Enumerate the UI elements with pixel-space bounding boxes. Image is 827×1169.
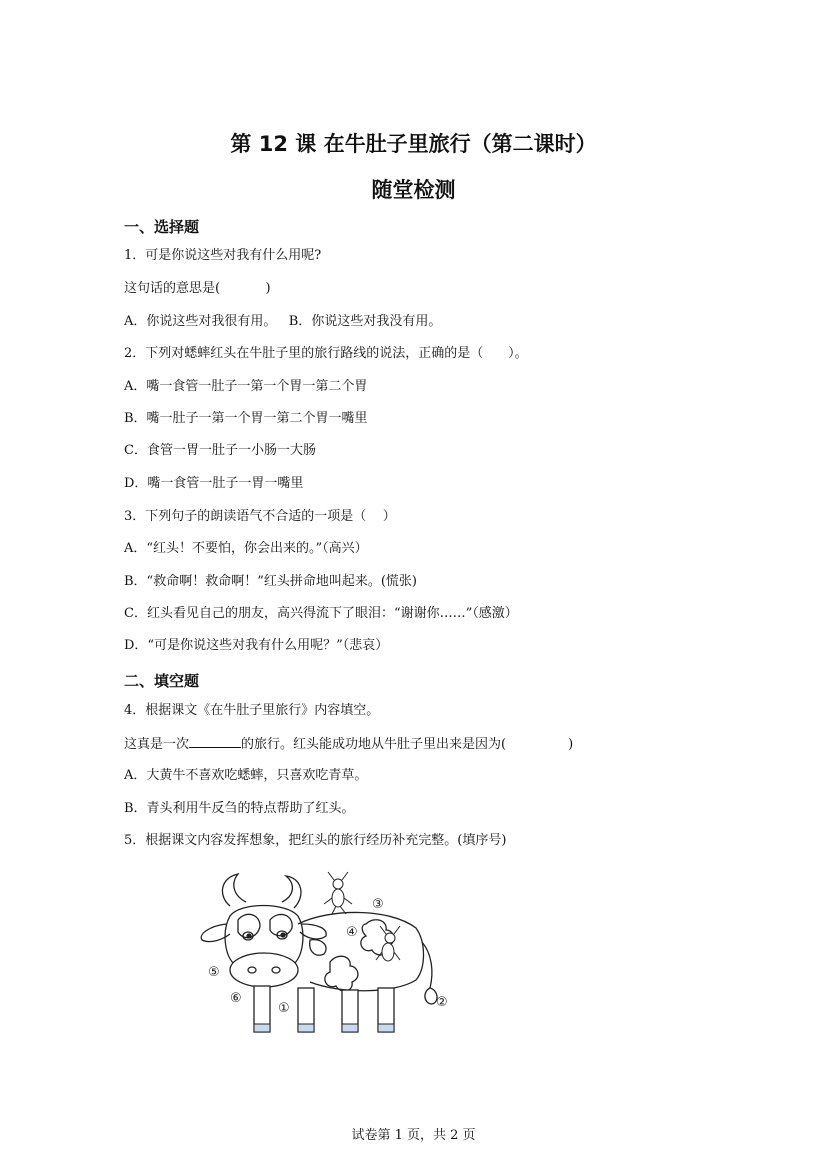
label-1: ① [278, 1001, 290, 1016]
label-2: ② [436, 995, 448, 1010]
body-spot-small [310, 940, 326, 956]
head-spot-right [270, 914, 292, 935]
question-1-prompt: 这句话的意思是( ) [124, 281, 271, 296]
question-2-option-d: D．嘴一食管一肚子一胃一嘴里 [124, 476, 304, 491]
question-2-option-a: A．嘴一食管一肚子一第一个胃一第二个胃 [124, 379, 368, 394]
question-2-option-b: B．嘴一肚子一第一个胃一第二个胃一嘴里 [124, 411, 368, 426]
page-subtitle: 随堂检测 [371, 178, 456, 202]
question-4-option-b: B．青头利用牛反刍的特点帮助了红头。 [124, 801, 355, 816]
section-heading-choice: 一、选择题 [124, 218, 200, 236]
muzzle-shape [230, 953, 298, 987]
question-2-option-c: C．食管一胃一肚子一小肠一大肠 [124, 443, 316, 458]
cow-illustration [190, 868, 460, 1038]
question-4-option-a: A．大黄牛不喜欢吃蟋蟀，只喜欢吃青草。 [124, 768, 368, 783]
question-3-stem: 3．下列句子的朗读语气不合适的一项是（ ） [124, 509, 396, 524]
body-spot-lower [325, 956, 358, 991]
question-4-stem: 4．根据课文《在牛肚子里旅行》内容填空。 [124, 703, 380, 718]
page-footer: 试卷第 1 页，共 2 页 [351, 1128, 476, 1143]
question-3-option-b: B．“救命啊！救命啊！”红头拼命地叫起来。(慌张) [124, 574, 417, 589]
question-5-stem: 5．根据课文内容发挥想象，把红头的旅行经历补充完整。(填序号) [124, 833, 507, 848]
right-ear-shape [300, 924, 326, 939]
fill-text-before: 这真是一次 [124, 737, 190, 752]
question-3-option-d: D．“可是你说这些对我有什么用呢？”（悲哀） [124, 638, 389, 653]
question-4-fill-line [124, 735, 573, 754]
fill-text-after: 的旅行。红头能成功地从牛肚子里出来是因为( ) [241, 737, 574, 752]
right-horn-shape [282, 876, 301, 908]
label-3: ③ [372, 897, 384, 912]
question-1-stem: 1．可是你说这些对我有什么用呢? [124, 248, 322, 263]
cow-body-shape [298, 912, 424, 990]
left-horn-shape [222, 874, 246, 906]
cricket-on-back [324, 872, 352, 914]
section-heading-fill: 二、填空题 [124, 672, 200, 690]
question-3-option-c: C．红头看见自己的朋友，高兴得流下了眼泪：“谢谢你……”（感激） [124, 606, 518, 621]
label-4: ④ [346, 925, 358, 940]
question-3-option-a: A．“红头！不要怕，你会出来的。”（高兴） [124, 541, 368, 556]
question-2-stem: 2．下列对蟋蟀红头在牛肚子里的旅行路线的说法，正确的是（ ）。 [124, 346, 528, 361]
question-1-options: A．你说这些对我很有用。 B．你说这些对我没有用。 [124, 314, 442, 329]
page-title: 第 12 课 在牛肚子里旅行（第二课时） [230, 132, 597, 156]
cricket-in-belly [376, 926, 400, 961]
label-6: ⑥ [230, 991, 242, 1006]
fill-blank[interactable] [189, 735, 241, 748]
label-5: ⑤ [208, 965, 220, 980]
